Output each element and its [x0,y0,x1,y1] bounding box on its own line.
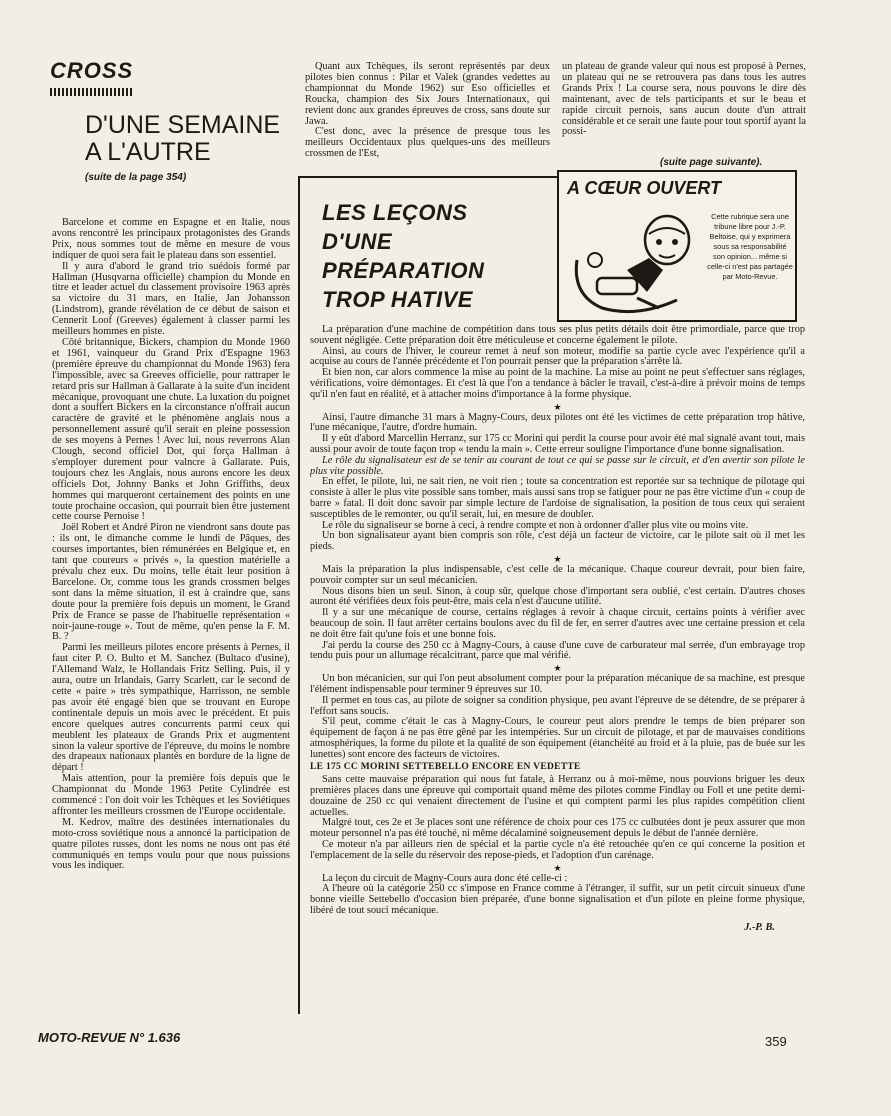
left-paragraph: Mais attention, pour la première fois depuis que le Championnat du Monde 1963 Petite Cylindrée est commencé : l'on doit voir les Tchèques et les Soviétiques affronter les meilleurs crossmen de l'Europe occidentale. [52,773,290,817]
article-paragraph: Le rôle du signaliseur se borne à ceci, à rendre compte et non à ordonner d'aller plus vite ou moins vite. [322,519,749,531]
article-subheading: LE 175 CC MORINI SETTEBELLO ENCORE EN VEDETTE [310,762,581,773]
article-paragraph: Il y a sur une mécanique de course, certains réglages à revoir à chaque circuit, certains points à vérifier avec beaucoup de soin. Il faut arrêter certains boulons avec du fil de fer, en serrer d'autres avec une certaine pression et cela ne doit être fait qu'une fois et une bonne fois. [310,607,805,640]
article-paragraph: Ce moteur n'a par ailleurs rien de spécial et la partie cycle n'a été retouchée qu'en ce qui concerne la position et l'emplacement de la selle du réservoir des repose-pieds, et l'adoption d'un carénage. [310,839,805,861]
top-middle-column [305,62,550,170]
article-paragraph-italic: Le rôle du signalisateur est de se tenir au courant de tout ce qui se passe sur le circuit, et d'en avertir son pilote le plus vite possible. [310,454,805,477]
section-title-line2: A L'AUTRE [85,138,211,166]
mid-paragraph: C'est donc, avec la présence de presque tous les meilleurs Occidentaux plus quelques-uns des meilleurs crossmen de l'Est, [305,126,550,160]
star-separator: ★ [553,553,562,564]
section-title-line1: D'UNE SEMAINE [85,111,281,139]
article-paragraph: La leçon du circuit de Magny-Cours aura donc été celle-ci : [322,872,568,884]
article-paragraph: Ainsi, au cours de l'hiver, le coureur remet à neuf son moteur, modifie sa partie cycle avec l'expérience qu'il a acquise au cours de l'année précédente et l'on pourrait penser que la préparation s'arrête là. [310,345,805,368]
right-paragraph: un plateau de grande valeur qui nous est proposé à Pernes, un plateau qui ne se retrouvera pas dans tous les autres Grands Prix ! La course sera, nous pouvons le dire dès maintenant, avec de tels participants et sur le beau et rapide circuit pernois, sans aucun doute d'un attrait considérable et ce serait une faute pour tout sportif ayant la possi- [562,62,806,138]
article-paragraph: J'ai perdu la course des 250 cc à Magny-Cours, à cause d'une cuve de carburateur mal serrée, d'un embrayage trop tendu puis pour un allumage récalcitrant, parce que mal vérifié. [310,639,805,662]
left-paragraph: Côté britannique, Bickers, champion du Monde 1960 et 1961, vainqueur du Grand Prix d'Espagne 1963 (première épreuve du championnat du Monde 1963) fera l'impossible, avec sa Greeves officielle, pour rattraper le retard pris sur Hallman à Gallarate à la suite d'un incident mécanique, provoquant une chute. La luxation du poignet dont a souffert Bickers en la circonstance n'offrait aucun caractère de gravité et le phénomène anglais nous a personnellement assuré qu'il serait en pleine possession de ses moyens à Pernes ! Avec lui, nous reverrons Alan Clough, second officiel Dot, qui força Hallman à s'employer durement pour valncre à Gallarate. Puis, toujours chez les Anglais, nous aurons encore les deux officiels Dot, Johnny Banks et John Griffiths, deux hommes qui marqueront certainement des points en une toute prochaine occasion, qui pourrait bien être justement cette course Pernoise ! [52,336,290,523]
article-title-line1: LES LEÇONS [322,200,468,225]
article-paragraph: Il permet en tous cas, au pilote de soigner sa condition physique, peu avant l'épreuve de se détendre, de se préparer à l'effort sans soucis. [310,694,805,717]
left-paragraph: Il y aura d'abord le grand trio suédois formé par Hallman (Husqvarna officielle) champion du Monde en titre et leader actuel du classement provisoire 1963 après sa victoire du 31 mars, en Italie, Jan Johansson (Lindstrom), grande révélation de ce début de saison et Cennerit Loof (Greeves) également à classer parmi les meilleurs hommes en piste. [52,260,290,338]
continued-next-note: (suite page suivante). [660,157,763,168]
rubric-label: CROSS [50,58,134,83]
continued-from-note: (suite de la page 354) [85,172,187,183]
article-paragraph: Un bon signalisateur ayant bien compris son rôle, c'est déjà un facteur de victoire, car le pilote sait où il met les pieds. [310,530,805,553]
left-paragraph: Joël Robert et André Piron ne viendront sans doute pas : ils ont, le dimanche comme le lundi de Pâques, des courses importantes, bien rémunérées en Belgique et, en tant que coureurs « privés », la question matérielle a prévalu chez eux. Du moins, telle était leur position à Barcelone. Or, comme tous les grands crossmen belges sont dans la même situation, il est à craindre que, sans doute pour la première fois depuis un moment, le Grand Prix de France se passe de l'habituelle représentation « noir-jaune-rouge ». Tout de même, qu'en pense la F. M. B. ? [52,522,290,643]
rider-cartoon-icon [567,200,702,318]
section-title [85,112,295,166]
article-paragraph: Un bon mécanicien, sur qui l'on peut absolument compter pour la préparation mécanique de sa machine, est presque l'élément indispensable pour terminer 9 épreuves sur 10. [310,673,805,695]
magazine-issue: MOTO-REVUE N° 1.636 [38,1030,181,1045]
article-title-line4: TROP HATIVE [322,287,473,312]
left-paragraph: Parmi les meilleurs pilotes encore présents à Pernes, il faut citer P. O. Bulto et M. Sanchez (Bultaco d'usine), l'Allemand Walz, le Hollandais Fritz Selling. Puis, il y aura, outre un Irlandais, Garry Scarlett, car le second de cette « paire » très sympathique, Harrisson, ne semble pas avoir été engagé bien que se trouvant en Europe continentale depuis un mois avec le précédent. Et puis encore quelques autres concurrents parmi ceux qui meublent les plateaux de Grands Prix et augmentent sinon la valeur sportive de l'épreuve, du moins le nombre des drapeaux nationaux plantés en bordure de la ligne de départ ! [52,642,290,774]
coeur-title: A CŒUR OUVERT [567,178,722,198]
article-paragraph: La préparation d'une machine de compétition dans tous ses plus petits détails doit être primordiale, parce que trop souvent négligée. Cette préparation doit être méticuleuse et concerne également le pilote. [310,325,805,346]
article-paragraph: Il y eût d'abord Marcellin Herranz, sur 175 cc Morini qui perdit la course pour avoir été mal signalé avant tout, mais aussi pour avoir de toute façon trop « tendu la main ». Cette erreur souligne l'importance d'une bonne signalisation. [310,433,805,455]
article-body [310,325,805,1015]
star-separator: ★ [553,401,562,412]
star-separator: ★ [553,663,562,674]
article-title-line3: PRÉPARATION [322,258,485,283]
article-paragraph: En effet, le pilote, lui, ne sait rien, ne voit rien ; toute sa concentration est reportée sur sa technique de pilotage qui consiste à aller le plus vite possible sans tomber, mais aussi sans trop se fatiguer pour ne pas être victime d'un « coup de barre » fatal. Il doit donc savoir par simple lecture de l'ardoise de signalisation, la position de tous ceux qui seraient susceptibles de le remonter, ou qu'il serait, lui, en mesure de doubler. [310,476,805,520]
rubric-underline [50,88,134,96]
article-paragraph: Et bien non, car alors commence la mise au point de la machine. La mise au point ne peut s'effectuer sans réglages, vérifications, voire démontages. Et c'est là que l'on a tendance à bâcler le travail, c'est-à-dire à prévoir moins de temps qu'il n'en faut en réalité, et à attacher moins d'importance à la forme physique. [310,367,805,400]
left-column [52,218,290,1008]
article-paragraph: S'il peut, comme c'était le cas à Magny-Cours, le coureur peut alors prendre le temps de bien préparer son équipement de façon à ne pas être gêné par les intempéries. Sur un circuit de pilotage, et par de mauvaises conditions atmosphériques, la forme du pilote et la qualité de son équipement (étanchéité au froid et à la pluie, pas de buée sur les lunettes) sont encore des facteurs de victoires. [310,716,805,760]
coeur-description: Cette rubrique sera une tribune libre pour J.-P. Beltoise, qui y exprimera sous sa responsabilité son opinion... même si celle-ci n'est pas partagée par Moto-Revue. [707,212,793,281]
top-right-column [562,62,806,157]
article-paragraph: Ainsi, l'autre dimanche 31 mars à Magny-Cours, deux pilotes ont été les victimes de cette préparation trop hâtive, l'une mécanique, l'autre, d'ordre humain. [310,411,805,434]
article-title [322,198,552,314]
article-signature: J.-P. B. [744,921,775,933]
article-paragraph: A l'heure où la catégorie 250 cc s'impose en France comme à l'étranger, il suffit, sur un petit circuit sinueux d'une bonne vieille Settebello d'occasion bien préparée, d'une bonne signalisation et d'un pilote en pleine forme physique, libéré de tout souci mécanique. [310,883,805,917]
coeur-ouvert-box [557,170,797,322]
article-paragraph: Sans cette mauvaise préparation qui nous fut fatale, à Herranz ou à moi-même, nous pouvions briguer les deux premières places dans une épreuve qui comportait quand même des pilotes comme Findlay ou Foll et une petite demi-douzaine de 250 cc qui venaient directement de l'usine et qui comptent parmi les plus rapides compétition client actuelles. [310,774,805,818]
left-paragraph: M. Kedrov, maître des destinées internationales du moto-cross soviétique nous a annoncé la participation de quatre pilotes russes, dont les noms ne nous ont pas été communiqués en temps voulu pour que nous puissions vous les indiquer. [52,816,290,872]
left-paragraph: Barcelone et comme en Espagne et en Italie, nous avons rencontré les principaux protagonistes des Grands Prix, nous sommes tout de même en mesure de vous indiquer de quoi sera fait le plateau dans son essentiel. [52,218,290,261]
star-separator: ★ [553,862,562,873]
article-paragraph: Mais la préparation la plus indispensable, c'est celle de la mécanique. Chaque coureur devrait, pour bien faire, pouvoir compter sur un seul mécanicien. [310,563,805,586]
article-paragraph: Nous disons bien un seul. Sinon, à coup sûr, quelque chose d'important sera oublié, c'est certain. D'autres choses auront été vérifiées deux fois peut-être, mais cela n'est d'aucune utilité. [310,585,805,608]
article-title-line2: D'UNE [322,229,393,254]
page-number: 359 [765,1034,787,1049]
article-paragraph: Malgré tout, ces 2e et 3e places sont une référence de choix pour ces 175 cc culbutées dont je peux assurer que mon moteur personnel n'a pas été touché, ni même décalaminé soigneusement depuis le début de l'année dernière. [310,817,805,840]
mid-paragraph: Quant aux Tchèques, ils seront représentés par deux pilotes bien connus : Pilar et Valek (grandes vedettes au championnat du Monde 1962) sur Eso officielles et Roucka, champion des Six Jours Internationaux, qui revient donc aux grandes épreuves de cross, sans doute sur Jawa. [305,62,550,127]
